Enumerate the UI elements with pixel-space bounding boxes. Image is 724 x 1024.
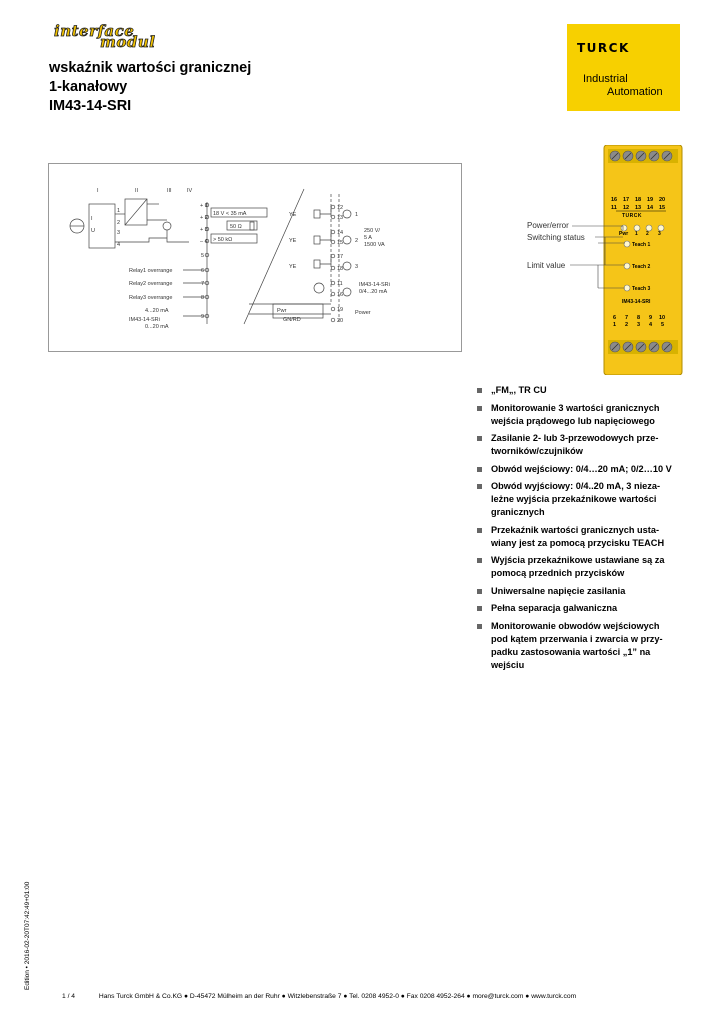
teach-3: Teach 3 (632, 286, 651, 292)
teach-2: Teach 2 (632, 264, 651, 270)
terminal-r17: 17 (337, 254, 344, 260)
terminal-l3: + 3 (200, 227, 208, 233)
feature-item: Wyjścia przekaźnikowe ustawiane są za pomocą przednich przycisków (476, 554, 676, 580)
bot-term-10: 10 (659, 315, 666, 321)
label-relay2: Relay2 overrange (129, 281, 173, 287)
top-term-19: 19 (647, 197, 654, 203)
terminal-l1: + 1 (200, 203, 208, 209)
led-label-1: 1 (635, 231, 638, 237)
callout-switching-status: Switching status (527, 233, 585, 242)
label-50kohm: > 50 kΩ (213, 237, 233, 243)
led-label-3: 3 (658, 231, 661, 237)
feature-item: Zasilanie 2- lub 3-przewodowych przetworników/czujników (476, 432, 676, 458)
callout-lines (520, 220, 630, 300)
footer-address: Hans Turck GmbH & Co.KG ● D-45472 Mülheim an der Ruhr ● Witzlebenstraße 7 ● Tel. 0208 4952-0 ● Fax 0208 4952-264 ● more@turck.com ● www.turck.com (98, 993, 577, 1000)
roman-iv: IV (187, 188, 193, 194)
terminal-l4: – 4 (200, 239, 208, 245)
label-relay1: Relay1 overrange (129, 268, 173, 274)
label-pwr: Pwr (277, 308, 287, 314)
led-3 (658, 225, 664, 231)
top-term-17: 17 (623, 197, 630, 203)
bot-term-1: 1 (613, 322, 617, 328)
terminal-r11: 11 (337, 281, 343, 287)
top-term-16: 16 (611, 197, 618, 203)
label-im43: IM43-14-SRi (129, 317, 160, 323)
bot-term-9: 9 (649, 315, 653, 321)
feature-item: Obwód wyjściowy: 0/4..20 mA, 3 niezależne wyjścia przekaźnikowe wartości granicznych (476, 480, 676, 519)
terminal-r18: 18 (337, 266, 344, 272)
brand-tag-industrial: Industrial (583, 73, 628, 85)
sensor-terminal-1: 1 (117, 208, 121, 214)
label-in-range-2: 0...20 mA (145, 324, 169, 330)
terminal-r19: 19 (337, 307, 344, 313)
bot-term-8: 8 (637, 315, 641, 321)
label-relay3: Relay3 overrange (129, 295, 173, 301)
bot-term-6: 6 (613, 315, 617, 321)
bot-term-7: 7 (625, 315, 629, 321)
terminal-l6: 6 (201, 268, 205, 274)
top-term-18: 18 (635, 197, 642, 203)
label-rating-2: 5 A (364, 235, 372, 241)
page-number: 1 / 4 (62, 993, 76, 1000)
top-term-14: 14 (647, 205, 654, 211)
turck-brand: TURCK (577, 41, 630, 55)
bot-term-2: 2 (625, 322, 629, 328)
terminal-r13: 13 (337, 215, 344, 221)
label-18v: 18 V < 35 mA (213, 211, 247, 217)
terminal-r16: 16 (337, 292, 344, 298)
interface-modul-logo (48, 22, 183, 51)
label-out-2: 0/4...20 mA (359, 289, 388, 295)
logo-line-1: interface (54, 22, 135, 40)
wiring-diagram (48, 163, 462, 352)
led-label-2: 2 (646, 231, 649, 237)
top-term-11: 11 (611, 205, 617, 211)
terminal-l2: + 2 (200, 215, 208, 221)
led-2 (646, 225, 652, 231)
feature-item: Obwód wejściowy: 0/4…20 mA; 0/2…10 V (476, 463, 676, 476)
roman-iii: III (167, 188, 172, 194)
label-uout: U (91, 228, 95, 234)
terminal-r20: 20 (337, 318, 344, 324)
roman-ii: II (135, 188, 139, 194)
device-model: IM43-14-SRI (622, 299, 651, 305)
terminal-l7: 7 (201, 281, 205, 287)
turck-logo (567, 24, 680, 111)
brand-tag-automation: Automation (607, 86, 663, 98)
label-50ohm: 50 Ω (230, 224, 242, 230)
page-footer (62, 993, 576, 1000)
top-term-20: 20 (659, 197, 666, 203)
output-2: 2 (355, 238, 359, 244)
bot-term-3: 3 (637, 322, 641, 328)
terminal-l8: 8 (201, 295, 205, 301)
device-brand: TURCK (622, 213, 642, 219)
sensor-terminal-4: 4 (117, 242, 121, 248)
title-line-1: wskaźnik wartości granicznej (49, 60, 252, 76)
label-out-1: IM43-14-SRi (359, 282, 390, 288)
feature-item: „FM„, TR CU (476, 384, 676, 397)
top-term-12: 12 (623, 205, 630, 211)
terminal-r14: 14 (337, 230, 344, 236)
bot-term-4: 4 (649, 322, 653, 328)
led-label-pwr: Pwr (619, 231, 629, 237)
label-iout: I (91, 216, 93, 222)
label-gnrd: GN/RD (283, 317, 301, 323)
output-1: 1 (355, 212, 359, 218)
edition-stamp: Edition • 2016-02-20T07:42:49+01:00 (24, 881, 31, 990)
wiring-diagram-svg (49, 164, 461, 351)
label-ye-1: YE (289, 212, 297, 218)
teach-1: Teach 1 (632, 242, 651, 248)
terminal-l5: 5 (201, 253, 205, 259)
terminal-r15: 15 (337, 240, 344, 246)
label-ye-2: YE (289, 238, 297, 244)
output-3: 3 (355, 264, 359, 270)
top-term-15: 15 (659, 205, 666, 211)
led-1 (634, 225, 640, 231)
title-line-2: 1-kanałowy (49, 79, 128, 95)
label-rating-3: 1500 VA (364, 242, 385, 248)
callout-limit-value: Limit value (527, 261, 566, 270)
sensor-terminal-3: 3 (117, 230, 121, 236)
feature-item: Pełna separacja galwaniczna (476, 602, 676, 615)
callout-power-error: Power/error (527, 221, 569, 230)
roman-i: I (97, 188, 99, 194)
label-ye-3: YE (289, 264, 297, 270)
terminal-r12: 12 (337, 205, 344, 211)
feature-item: Przekaźnik wartości granicznych ustawiany jest za pomocą przycisku TEACH (476, 524, 676, 550)
feature-item: Uniwersalne napięcie zasilania (476, 585, 676, 598)
page-title (49, 59, 251, 116)
terminal-l9: 9 (201, 314, 205, 320)
top-term-13: 13 (635, 205, 642, 211)
label-in-range: 4...20 mA (145, 308, 169, 314)
bot-term-5: 5 (661, 322, 665, 328)
feature-item: Monitorowanie 3 wartości granicznych wejścia prądowego lub napięciowego (476, 402, 676, 428)
label-power: Power (355, 310, 371, 316)
logo-line-2: modul (100, 33, 156, 51)
sensor-terminal-2: 2 (117, 220, 121, 226)
label-rating-1: 250 V/ (364, 228, 380, 234)
title-line-3: IM43-14-SRI (49, 98, 132, 114)
feature-list (476, 384, 676, 676)
feature-item: Monitorowanie obwodów wejściowych pod kątem przerwania i zwarcia w przypadku zastosowania wartości „1” na wejściu (476, 620, 676, 672)
